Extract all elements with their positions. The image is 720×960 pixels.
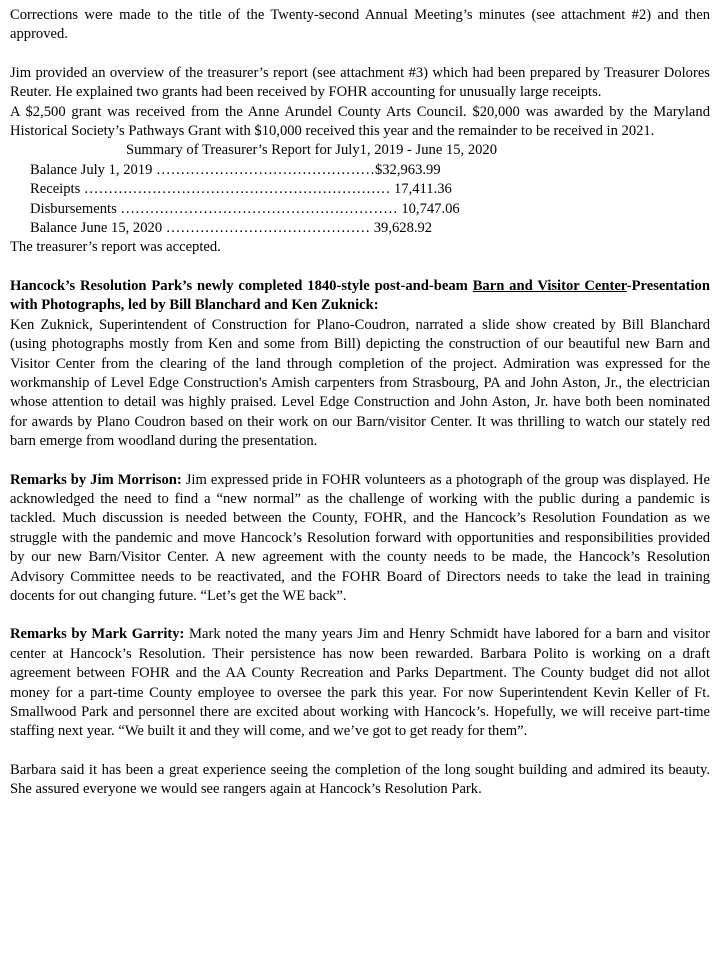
summary-title: Summary of Treasurer’s Report for July1, 2019 - June 15, 2020 bbox=[126, 142, 498, 159]
morrison-heading: Remarks by Jim Morrison: bbox=[10, 471, 182, 488]
spacer bbox=[10, 606, 710, 625]
grants-paragraph: A $2,500 grant was received from the Anne Arundel County Arts Council. $20,000 was awarded by the Maryland Historical Society’s Pathways Grant with $10,000 received this year and the remainder to be received in 2021. bbox=[10, 103, 710, 140]
barn-section-body: Ken Zuknick, Superintendent of Construction for Plano-Coudron, narrated a slide show created by Bill Blanchard (using photographs mostly from Ken and some from Bill) depicting the construction of our beautiful new Barn and Visitor Center from the clearing of the land through completion of the project. Admiration was expressed for the workmanship of Level Edge Construction's Amish carpenters from Strasbourg, PA and John Aston, Jr., the electrician whose attention to detail was highly praised. Level Edge Construction and John Aston, Jr. have both been nominated for awards by Plano Coudron based on their work on our Barn/visitor Center. It was thrilling to watch our stately red barn emerge from woodland during the presentation. bbox=[10, 316, 710, 450]
barn-section-heading bbox=[10, 277, 710, 316]
corrections-paragraph: Corrections were made to the title of the Twenty-second Annual Meeting’s minutes (see attachment #2) and then approved. bbox=[10, 7, 710, 43]
spacer bbox=[10, 258, 710, 277]
barn-heading-underlined: Barn and Visitor Center bbox=[472, 277, 627, 294]
closing-paragraph: Barbara said it has been a great experience seeing the completion of the long sought building and admired its beauty. She assured everyone we would see rangers again at Hancock’s Resolution Park. bbox=[10, 761, 710, 798]
morrison-remarks bbox=[10, 471, 710, 607]
garrity-remarks bbox=[10, 625, 710, 741]
summary-row-disbursements: Disbursements ………………………………………………… 10,747.06 bbox=[30, 200, 460, 217]
report-accepted-paragraph: The treasurer’s report was accepted. bbox=[10, 239, 221, 256]
spacer bbox=[10, 45, 710, 64]
document-page bbox=[10, 6, 710, 800]
treasurer-summary bbox=[10, 141, 710, 238]
spacer bbox=[10, 742, 710, 761]
garrity-body: Mark noted the many years Jim and Henry Schmidt have labored for a barn and visitor center at Hancock’s Resolution. Their persistence has now been rewarded. Barbara Polito is working on a draft agreement between FOHR and the AA County Recreation and Parks Department. The County budget did not allot money for a part-time County employee to oversee the park this year. For now Superintendent Kevin Keller of Ft. Smallwood Park and personnel there are excited about working with Hancock’s. Hopefully, we will receive part-time staffing next year. “We built it and they will come, and we’ve got to get ready for them”. bbox=[10, 626, 710, 740]
treasurer-overview-paragraph: Jim provided an overview of the treasurer’s report (see attachment #3) which had been prepared by Treasurer Dolores Reuter. He explained two grants had been received by FOHR accounting for unusually large receipts. bbox=[10, 64, 710, 101]
summary-row-receipts: Receipts ……………………………………………………… 17,411.36 bbox=[30, 181, 452, 198]
summary-row-closing-balance: Balance June 15, 2020 …………………………………… 39,628.92 bbox=[30, 220, 433, 237]
barn-heading-pre: Hancock’s Resolution Park’s newly completed 1840-style post-and-beam bbox=[10, 277, 473, 294]
garrity-heading: Remarks by Mark Garrity: bbox=[10, 626, 185, 643]
morrison-body: Jim expressed pride in FOHR volunteers as a photograph of the group was displayed. He acknowledged the need to find a “new normal” as the challenge of working with the public during a pandemic is tackled. Much discussion is needed between the County, FOHR, and the Hancock’s Resolution Foundation as we struggle with the pandemic and move Hancock’s Resolution forward with opportunities and responsibilities provided by our new Barn/Visitor Center. A new agreement with the county needs to be made, the Hancock’s Resolution Advisory Committee needs to be reactivated, and the FOHR Board of Directors needs to take the lead in training docents for out changing future. “Let’s get the WE back”. bbox=[10, 471, 710, 604]
barn-heading-post: -Presentation with Photographs, led by Bill Blanchard and Ken Zuknick: bbox=[10, 277, 710, 314]
summary-row-opening-balance: Balance July 1, 2019 ………………………………………$32,963.99 bbox=[30, 161, 441, 178]
spacer bbox=[10, 452, 710, 471]
